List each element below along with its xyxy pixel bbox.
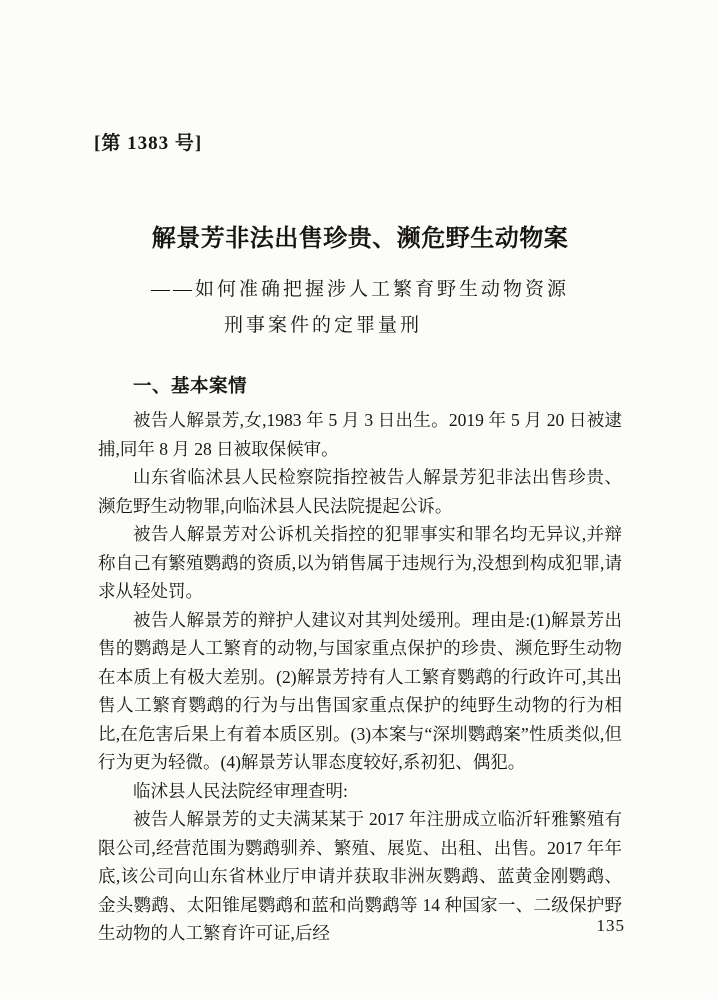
paragraph-prosecution: 山东省临沭县人民检察院指控被告人解景芳犯非法出售珍贵、濒危野生动物罪,向临沭县人民法院提起公诉。	[98, 467, 622, 516]
subtitle-line-1: ——如何准确把握涉人工繁育野生动物资源	[150, 279, 569, 300]
subtitle-inner	[151, 272, 569, 344]
case-number-label: [第 1383 号]	[94, 133, 203, 154]
subtitle-line-2: 刑事案件的定罪量刑	[223, 315, 422, 336]
paragraph-defendant-info: 被告人解景芳,女,1983 年 5 月 3 日出生。2019 年 5 月 20 日被逮捕,同年 8 月 28 日被取保候审。	[98, 410, 622, 459]
subtitle-block	[98, 272, 622, 344]
case-title: 解景芳非法出售珍贵、濒危野生动物案	[151, 226, 569, 252]
paragraph-court-findings-intro: 临沭县人民法院经审理查明:	[133, 780, 348, 801]
section-heading-basic-facts: 一、基本案情	[133, 377, 248, 397]
paragraph-defense-arguments: 被告人解景芳的辩护人建议对其判处缓刑。理由是:(1)解景芳出售的鹦鹉是人工繁育的动物,与国家重点保护的珍贵、濒危野生动物在本质上有极大差别。(2)解景芳持有人工繁育鹦鹉的行政许可,其出售人工繁育鹦鹉的行为与出售国家重点保护的纯野生动物的行为相比,在危害后果上有着本质区别。(3)本案与“深圳鹦鹉案”性质类似,但行为更为轻微。(4)解景芳认罪态度较好,系初犯、偶犯。	[98, 609, 622, 772]
body-text	[98, 406, 622, 948]
page-number: 135	[596, 916, 625, 935]
paragraph-company-background: 被告人解景芳的丈夫满某某于 2017 年注册成立临沂轩雅繁殖有限公司,经营范围为鹦鹉驯养、繁殖、展览、出租、出售。2017 年年底,该公司向山东省林业厅申请并获取非洲灰鹦鹉、蓝黄金刚鹦鹉、金头鹦鹉、太阳锥尾鹦鹉和蓝和尚鹦鹉等 14 种国家一、二级保护野生动物的人工繁育许可证,后经	[98, 809, 622, 943]
title-block	[98, 218, 622, 253]
paragraph-defendant-plea: 被告人解景芳对公诉机关指控的犯罪事实和罪名均无异议,并辩称自己有繁殖鹦鹉的资质,以为销售属于违规行为,没想到构成犯罪,请求从轻处罚。	[98, 524, 622, 601]
